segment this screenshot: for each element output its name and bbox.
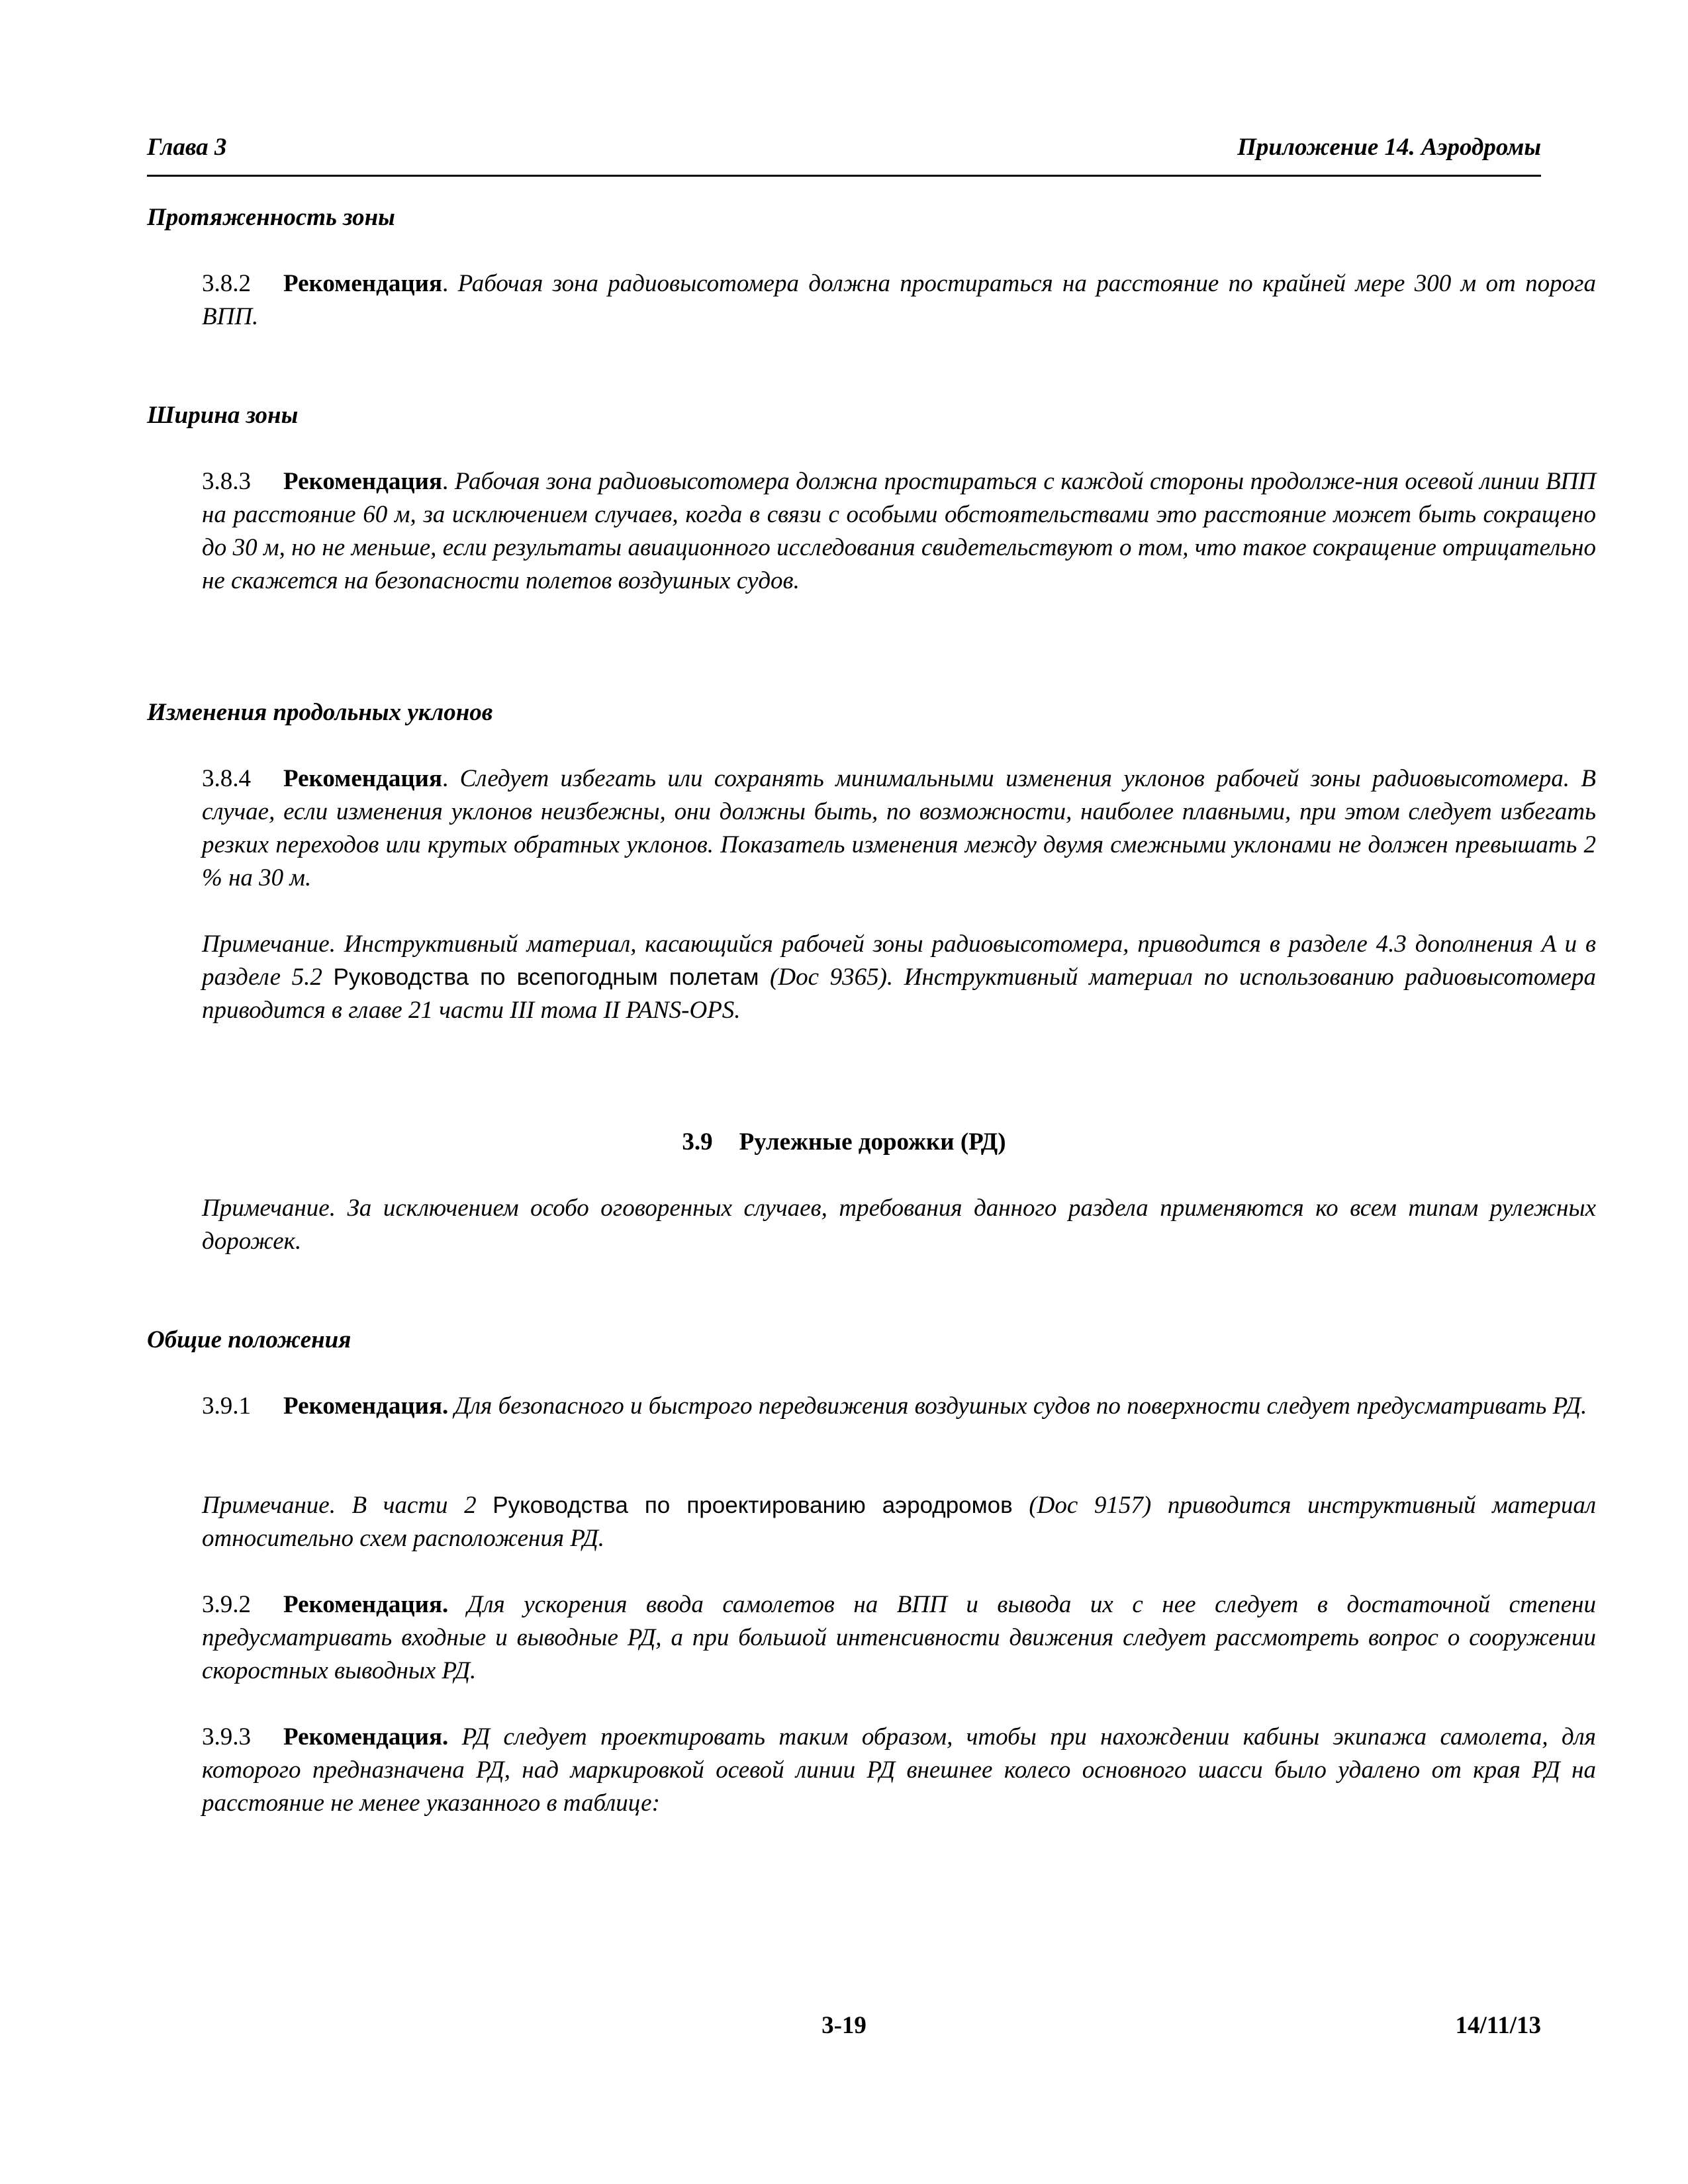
- note-text-part1: Примечание. Инструктивный материал, касающийся рабочей зоны радиовысотомера, приводится в разделе 4.3 дополнения A и в разделе 5.2: [202, 931, 1596, 991]
- section-title-3-9: [147, 1126, 1541, 1159]
- note-text-part2: (Doc 9157) приводится инструктивный материал относительно схем расположения РД.: [202, 1492, 1597, 1552]
- note-text-part2: (Doc 9365). Инструктивный материал по использованию радиовысотомера приводится в главе 21 части III тома II PANS-OPS.: [202, 964, 1596, 1024]
- subheading-slope-changes: Изменения продольных уклонов: [147, 699, 493, 726]
- paragraph-text: РД следует проектировать таким образом, чтобы при нахождении кабины экипажа самолета, для которого предназначена РД, над маркировкой осевой линии РД внешнее колесо основного шасси было удалено от края РД на расстояние не менее указанного в таблице:: [202, 1723, 1597, 1817]
- paragraph-number: 3.9.3: [202, 1723, 251, 1751]
- paragraph-3-8-4: 3.8.4 Рекомендация. Следует избегать или сохранять минимальными изменения уклонов рабочей зоны радиовысотомера. В случае, если изменения уклонов неизбежны, они должны быть, по возможности, наиболее плавными, при этом следует избегать резких переходов или крутых обратных уклонов. Показатель изменения между двумя смежными уклонами не должен превышать 2 % на 30 м.: [147, 762, 1596, 895]
- paragraph-number: 3.9.2: [202, 1591, 251, 1618]
- section-heading: Рулежные дорожки (РД): [739, 1128, 1006, 1156]
- document-page: [147, 0, 1597, 2184]
- note-text-part1: Примечание. В части 2: [202, 1492, 493, 1519]
- recommendation-label: Рекомендация: [283, 468, 442, 495]
- annex-title: Приложение 14. Аэродромы: [1237, 134, 1541, 161]
- paragraph-text: Рабочая зона радиовысотомера должна простираться на расстояние по крайней мере 300 м от порога ВПП.: [202, 270, 1597, 330]
- revision-date: 14/11/13: [1455, 2012, 1541, 2039]
- page-number: 3-19: [821, 2012, 867, 2039]
- paragraph-text: Следует избегать или сохранять минимальными изменения уклонов рабочей зоны радиовысотомера. В случае, если изменения уклонов неизбежны, они должны быть, по возможности, наиболее плавными, при этом следует избегать резких переходов или крутых обратных уклонов. Показатель изменения между двумя смежными уклонами не должен превышать 2 % на 30 м.: [202, 765, 1596, 891]
- section-number: 3.9: [682, 1128, 713, 1156]
- paragraph-number: 3.8.3: [202, 468, 251, 495]
- note-3-9: Примечание. За исключением особо оговоренных случаев, требования данного раздела применяются ко всем типам рулежных дорожек.: [202, 1195, 1596, 1255]
- note-3-8-4: [147, 928, 1596, 1027]
- paragraph-3-9-2: [147, 1588, 1596, 1688]
- paragraph-3-8-3: 3.8.3 Рекомендация. Рабочая зона радиовысотомера должна простираться с каждой стороны продолже-ния осевой линии ВПП на расстояние 60 м, за исключением случаев, когда в связи с особыми обстоятельствами это расстояние может быть сокращено до 30 м, но не меньше, если результаты авиационного исследования свидетельствуют о том, что такое сокращение отрицательно не скажется на безопасности полетов воздушных судов.: [147, 465, 1596, 598]
- chapter-label: Глава 3: [147, 134, 227, 161]
- note-3-9-1: [147, 1489, 1596, 1555]
- paragraph-text: Для безопасного и быстрого передвижения воздушных судов по поверхности следует предусматривать РД.: [454, 1392, 1587, 1420]
- paragraph-number: 3.8.4: [202, 765, 251, 792]
- paragraph-3-9-3: [147, 1721, 1596, 1820]
- subheading-general: Общие положения: [147, 1326, 352, 1353]
- recommendation-label: Рекомендация: [283, 765, 442, 792]
- recommendation-label: Рекомендация.: [283, 1723, 449, 1751]
- subheading-zone-length: Протяженность зоны: [147, 204, 395, 231]
- recommendation-label: Рекомендация.: [283, 1392, 449, 1420]
- subheading-zone-width: Ширина зоны: [147, 402, 299, 429]
- paragraph-number: 3.8.2: [202, 270, 251, 297]
- paragraph-number: 3.9.1: [202, 1392, 251, 1420]
- recommendation-label: Рекомендация: [283, 270, 442, 297]
- paragraph-text: Рабочая зона радиовысотомера должна простираться с каждой стороны продолже-ния осевой линии ВПП на расстояние 60 м, за исключением случаев, когда в связи с особыми обстоятельствами это расстояние может быть сокращено до 30 м, но не меньше, если результаты авиационного исследования свидетельствуют о том, что такое сокращение отрицательно не скажется на безопасности полетов воздушных судов.: [202, 468, 1596, 594]
- paragraph-text: Для ускорения ввода самолетов на ВПП и вывода их с нее следует в достаточной степени предусматривать входные и выводные РД, а при большой интенсивности движения следует рассмотреть вопрос о сооружении скоростных выводных РД.: [202, 1591, 1597, 1684]
- note-manual-title: Руководства по всепогодным полетам: [333, 964, 759, 990]
- recommendation-label: Рекомендация.: [283, 1591, 449, 1618]
- paragraph-3-9-1: [147, 1390, 1596, 1423]
- page-header: [147, 131, 1541, 177]
- note-manual-title: Руководства по проектированию аэродромов: [492, 1492, 1013, 1518]
- paragraph-3-8-2: 3.8.2 Рекомендация. Рабочая зона радиовысотомера должна простираться на расстояние по крайней мере 300 м от порога ВПП.: [147, 267, 1596, 334]
